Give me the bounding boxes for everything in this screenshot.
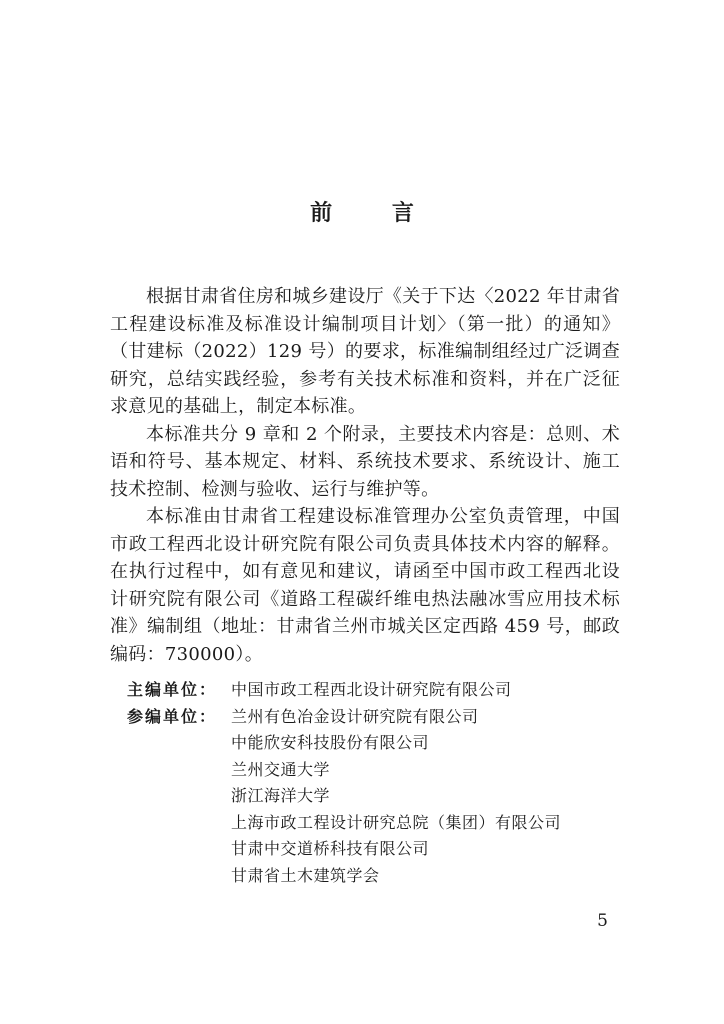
chief-unit-label: 主编单位： [127,680,218,699]
participant-unit-name: 甘肃中交道桥科技有限公司 [231,839,430,858]
participant-unit-name: 兰州交通大学 [231,759,331,779]
participant-unit-name: 中能欣安科技股份有限公司 [231,733,430,752]
participant-unit-name: 甘肃省土木建筑学会 [231,865,380,885]
participant-unit-row [127,730,561,757]
participant-unit-row [127,704,561,731]
paragraph-2: 本标准共分 9 章和 2 个附录，主要技术内容是：总则、术语和符号、基本规定、材料、系统技术要求、系统设计、施工技术控制、检测与验收、运行与维护等。 [110,423,620,500]
participant-unit-row [127,836,561,863]
paragraph-3: 本标准由甘肃省工程建设标准管理办公室负责管理，中国市政工程西北设计研究院有限公司负责具体技术内容的解释。在执行过程中，如有意见和建议，请函至中国市政工程西北设计研究院有限公司《道路工程碳纤维电热法融冰雪应用技术标准》编制组（地址：甘肃省兰州市城关区定西路 459 号，邮政编码：730000）。 [110,506,620,665]
participant-unit-row [127,810,561,837]
participant-unit-name: 浙江海洋大学 [231,786,331,805]
participant-unit-row [127,863,561,890]
page-number: 5 [597,911,608,931]
editing-units [127,677,561,889]
participant-unit-label: 参编单位： [127,706,218,726]
chief-unit-row [127,677,561,704]
preface-body [110,283,620,668]
chief-unit-name: 中国市政工程西北设计研究院有限公司 [231,680,512,699]
paragraph-1: 根据甘肃省住房和城乡建设厅《关于下达〈2022 年甘肃省工程建设标准及标准设计编制项目计划〉（第一批）的通知》（甘建标（2022）129 号）的要求，标准编制组经过广泛调查研究，总结实践经验，参考有关技术标准和资料，并在广泛征求意见的基础上，制定本标准。 [110,286,620,417]
participant-unit-row [127,783,561,810]
participant-unit-row [127,757,561,784]
page-title: 前 言 [310,201,440,226]
participant-unit-name: 上海市政工程设计研究总院（集团）有限公司 [231,812,562,832]
participant-unit-name: 兰州有色冶金设计研究院有限公司 [231,706,479,726]
